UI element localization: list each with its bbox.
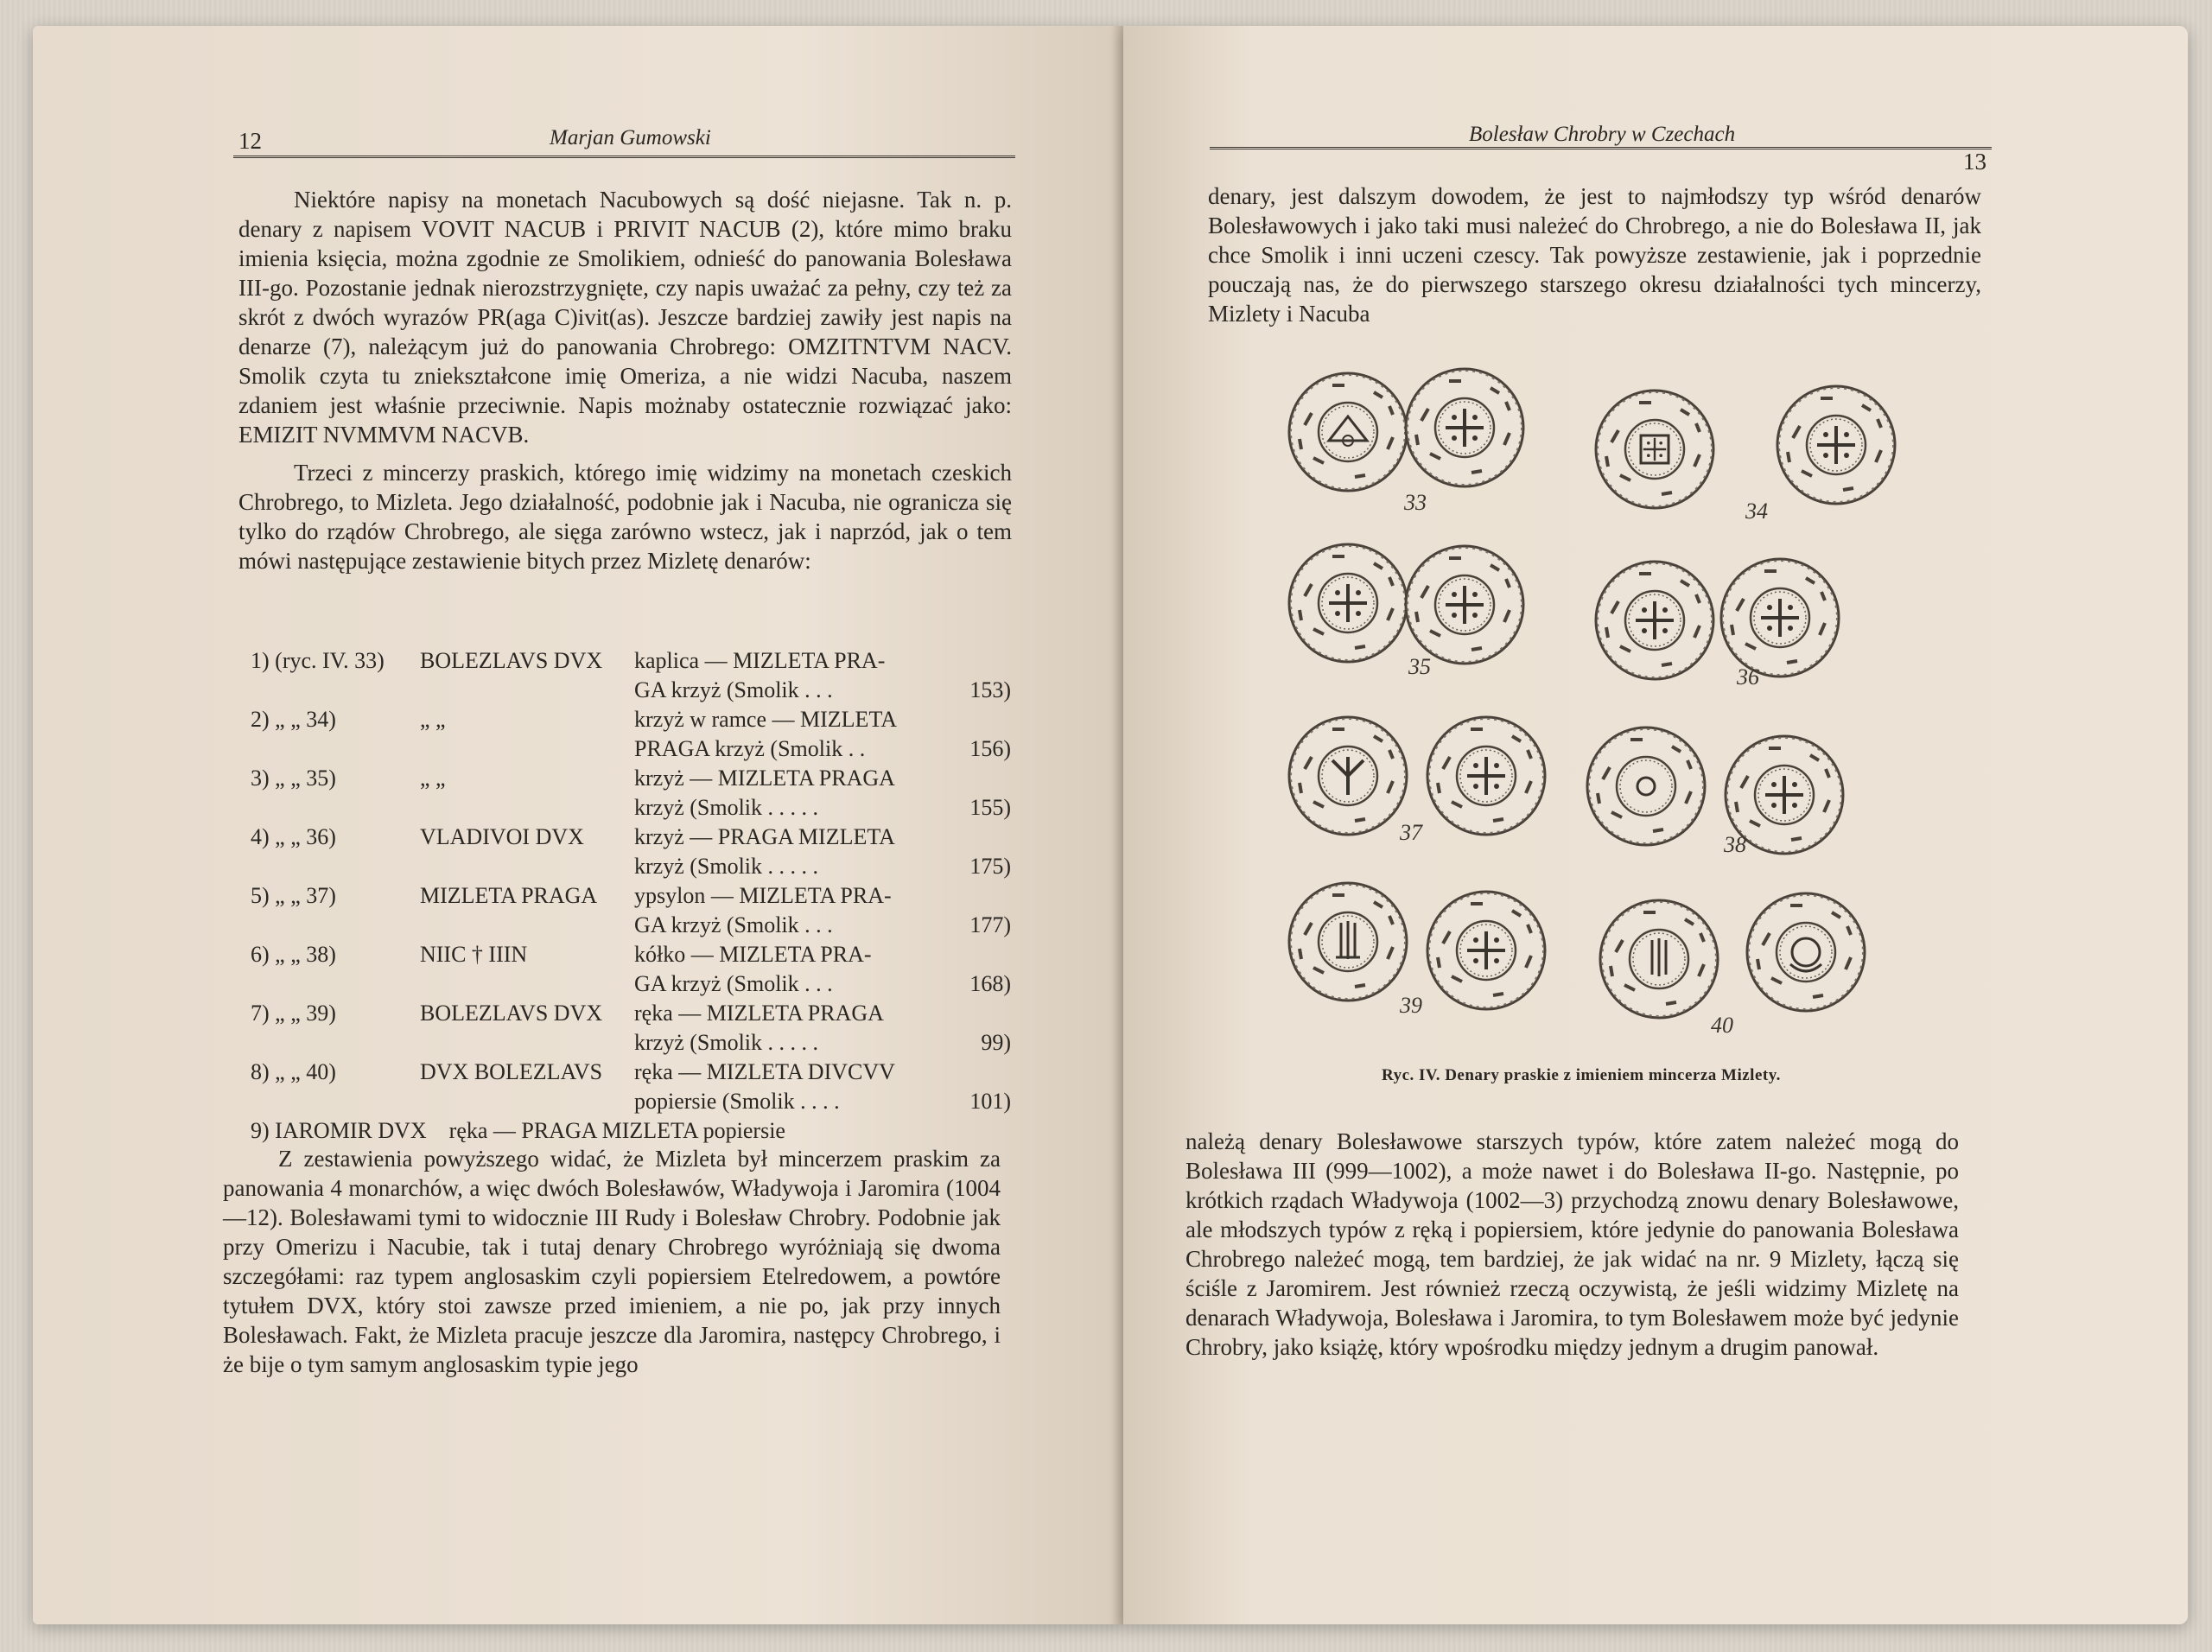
coin-number-40: 40: [1711, 1013, 1733, 1038]
list-item: 5) „ „ 37) MIZLETA PRAGA ypsylon — MIZLETA PRA- GA krzyż (Smolik . . . 177): [251, 883, 1011, 937]
list-item: 6) „ „ 38) NIIC † IIIN kółko — MIZLETA PRA- GA krzyż (Smolik . . . 168): [251, 942, 1011, 996]
right-paragraph-1-block: [1208, 181, 1981, 328]
coin-number-35: 35: [1408, 654, 1431, 679]
coin-number-38: 38: [1724, 832, 1746, 857]
coin-35-reverse: [1406, 546, 1523, 664]
coin-33-reverse: [1406, 369, 1523, 486]
coin-39-obverse: [1289, 883, 1407, 1001]
left-paragraph-3: Z zestawienia powyższego widać, że Mizleta był mincerzem praskim za panowania 4 monarchów, a więc dwóch Bolesławów, Władywoja i Jaromira (1004—12). Bolesławami tymi to widocznie III Rudy i Bolesław Chrobry. Podobnie jak przy Omerizu i Nacubie, tak i tutaj denary Chrobrego wyróżniają się dwoma szczegółami: raz typem anglosaskim czyli popiersiem Etelredowem, a powtóre tytułem DVX, który stoi zawsze przed imieniem, a nie po, jak przy innych Bolesławach. Fakt, że Mizleta pracuje jeszcze dla Jaromira, następcy Chrobrego, i że bije o tym samym anglosaskim typie jego: [223, 1146, 1001, 1377]
left-paragraph-1-block: [238, 185, 1012, 575]
right-page-number: 13: [1963, 149, 1986, 175]
coin-40-obverse: [1600, 900, 1718, 1018]
coin-list: [251, 646, 1011, 1146]
coin-number-37: 37: [1400, 820, 1422, 845]
left-header-rule: [233, 156, 1015, 158]
coin-number-34: 34: [1745, 499, 1768, 524]
coin-figure: [1279, 363, 1918, 1054]
coin-33-obverse: [1289, 373, 1407, 491]
left-paragraph-2: Trzeci z mincerzy praskich, którego imię widzimy na monetach czeskich Chrobrego, to Mizleta. Jego działalność, podobnie jak i Nacuba, nie ogranicza się tylko do rządów Chrobrego, ale sięga zarówno wstecz, jak i naprzód, jak o tem mówi następujące zestawienie bitych przez Mizletę denarów:: [238, 460, 1012, 574]
coin-36-obverse: [1596, 562, 1713, 679]
coin-number-33: 33: [1404, 490, 1427, 515]
right-running-head: Bolesław Chrobry w Czechach: [1469, 123, 1736, 146]
coin-number-39: 39: [1400, 993, 1422, 1018]
left-paragraph-1: Niektóre napisy na monetach Nacubowych są dość niejasne. Tak n. p. denary z napisem VOVIT NACUB i PRIVIT NACUB (2), które mimo braku imienia księcia, można zgodnie ze Smolikiem, odnieść do panowania Bolesława III-go. Pozostanie jednak nierozstrzygnięte, czy napis uważać za pełny, czy też za skrót z dwóch wyrazów PR(aga C)ivit(as). Jeszcze bardziej zawiły jest napis na denarze (7), należącym już do panowania Chrobrego: OMZITNTVM NACV. Smolik czyta tu zniekształcone imię Omeriza, a nie widzi Nacuba, naszem zdaniem jest właśnie przeciwnie. Napis możnaby ostatecznie rozwiązać jako: EMIZIT NVMMVM NACVB.: [238, 187, 1012, 448]
figure-caption: Ryc. IV. Denary praskie z imieniem mincerza Mizlety.: [1382, 1066, 1781, 1084]
coin-40-reverse: [1747, 893, 1865, 1011]
right-paragraph-2-block: [1185, 1127, 1959, 1362]
list-item: 2) „ „ 34) „ „ krzyż w ramce — MIZLETA PRAGA krzyż (Smolik . . 156): [251, 707, 1011, 761]
list-item: 7) „ „ 39) BOLEZLAVS DVX ręka — MIZLETA PRAGA krzyż (Smolik . . . . . 99): [251, 1001, 1011, 1055]
coin-34-obverse: [1596, 391, 1713, 508]
left-page-number: 12: [238, 128, 262, 154]
list-item: 8) „ „ 40) DVX BOLEZLAVS ręka — MIZLETA DIVCVV popiersie (Smolik . . . . 101): [251, 1059, 1011, 1114]
list-item: 3) „ „ 35) „ „ krzyż — MIZLETA PRAGA krzyż (Smolik . . . . . 155): [251, 766, 1011, 820]
coin-number-36: 36: [1737, 664, 1759, 689]
coin-36-reverse: [1721, 559, 1839, 677]
list-item-last: 9) IAROMIR DVX ręka — PRAGA MIZLETA popiersie: [251, 1118, 785, 1143]
left-running-head: Marjan Gumowski: [550, 126, 711, 149]
coin-38-obverse: [1587, 728, 1705, 845]
list-item: 4) „ „ 36) VLADIVOI DVX krzyż — PRAGA MIZLETA krzyż (Smolik . . . . . 175): [251, 824, 1011, 879]
right-paragraph-2: należą denary Bolesławowe starszych typów, które zatem należeć mogą do Bolesława III (999—1002), a może nawet i do Bolesława II-go. Następnie, po krótkich rządach Władywoja (1002—3) przychodzą znowu denary Bolesławowe, ale młodszych typów z ręką i popiersiem, które jedynie do panowania Bolesława Chrobrego należeć mogą, tem bardziej, że jak widać na nr. 9 Mizlety, łączą się ściśle z Jaromirem. Jest również rzeczą oczywistą, że jeśli widzimy Mizletę na denarach Władywoja, Bolesława i Jaromira, to tym Bolesławem może być jedynie Chrobry, jako książę, który wpośrodku między jednym a drugim panował.: [1185, 1128, 1959, 1360]
coin-35-obverse: [1289, 544, 1407, 662]
coin-39-reverse: [1427, 892, 1545, 1009]
coin-37-obverse: [1289, 717, 1407, 835]
list-item: 1) (ryc. IV. 33) BOLEZLAVS DVX kaplica — MIZLETA PRA- GA krzyż (Smolik . . . 153): [251, 648, 1011, 702]
coin-37-reverse: [1427, 717, 1545, 835]
right-header-rule: [1210, 147, 1992, 149]
left-paragraph-3-block: [223, 1144, 1001, 1379]
right-paragraph-1: denary, jest dalszym dowodem, że jest to najmłodszy typ wśród denarów Bolesławowych i jako taki musi należeć do Chrobrego, a nie do Bolesława II, jak chce Smolik i inni uczeni czescy. Tak powyższe zestawienie, jak i poprzednie pouczają nas, że do pierwszego starszego okresu działalności tych mincerzy, Mizlety i Nacuba: [1208, 183, 1981, 327]
coin-34-reverse: [1777, 386, 1895, 504]
